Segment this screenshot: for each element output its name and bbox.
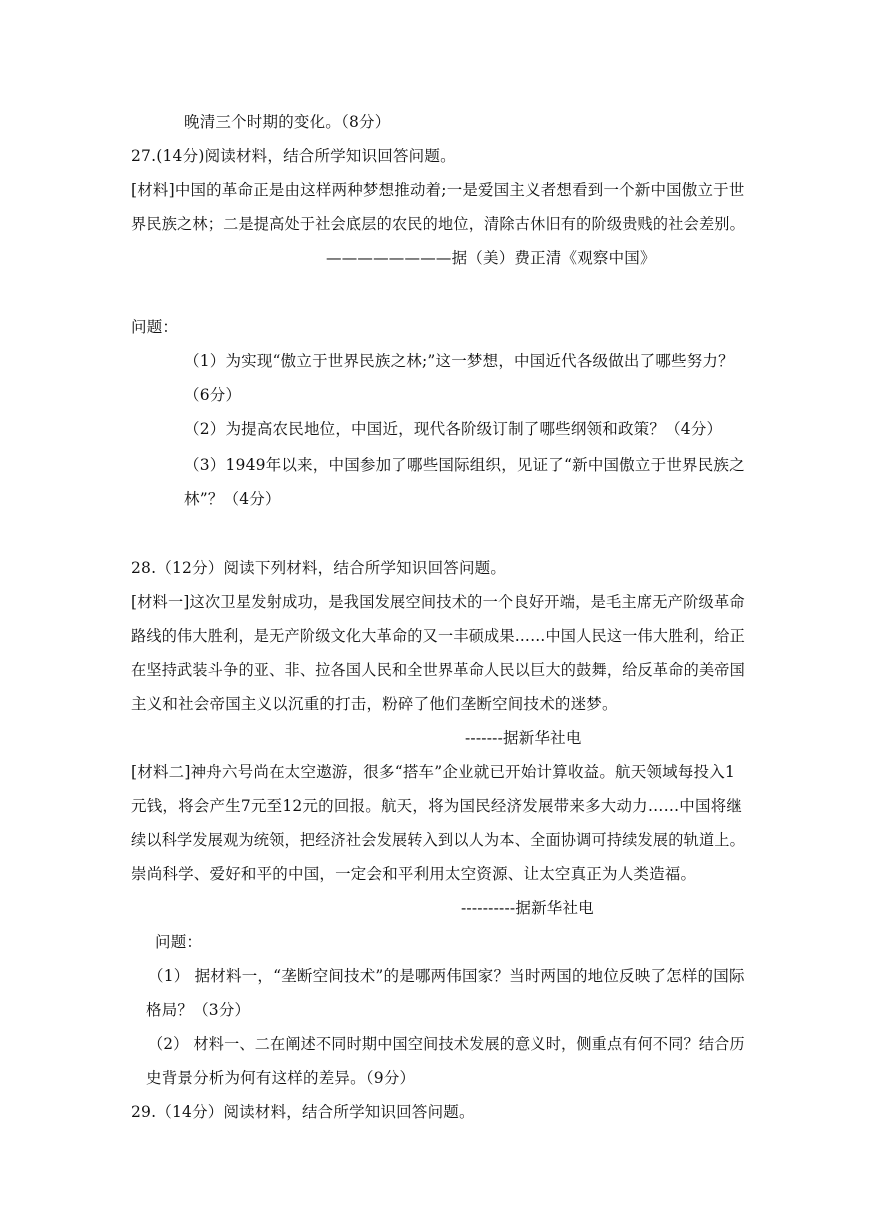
q28-material2-line-4: 崇尚科学、爱好和平的中国，一定会和平利用太空资源、让太空真正为人类造福。 (131, 865, 697, 883)
q29-heading: 29.（14分）阅读材料，结合所学知识回答问题。 (131, 1103, 475, 1121)
q28-material1-line-4: 主义和社会帝国主义以沉重的打击，粉碎了他们垄断空间技术的迷梦。 (131, 695, 618, 713)
q27-question-1-score: （6分） (184, 386, 242, 404)
q28-material1-line-2: 路线的伟大胜利，是无产阶级文化大革命的又一丰硕成果……中国人民这一伟大胜利，给正 (131, 627, 746, 645)
q27-material-line-2: 界民族之林；二是提高处于社会底层的农民的地位，清除古休旧有的阶级贵贱的社会差别。 (131, 215, 746, 233)
q28-question-1: （1） 据材料一，“垄断空间技术”的是哪两伟国家？当时两国的地位反映了怎样的国际 (148, 967, 745, 985)
q28-question-1-cont: 格局？（3分） (146, 1001, 251, 1019)
q28-material2-line-2: 元钱，将会产生7元至12元的回报。航天，将为国民经济发展带来多大动力……中国将继 (131, 797, 743, 815)
q27-questions-label: 问题： (131, 318, 179, 336)
q28-question-2-cont: 史背景分析为何有这样的差异。（9分） (146, 1069, 416, 1087)
q28-material1-line-3: 在坚持武装斗争的亚、非、拉各国人民和全世界革命人民以巨大的鼓舞，给反革命的美帝国 (131, 661, 746, 679)
q27-heading: 27.(14分)阅读材料，结合所学知识回答问题。 (131, 147, 456, 165)
q28-heading: 28.（12分）阅读下列材料，结合所学知识回答问题。 (131, 559, 507, 577)
q28-material2-source: ----------据新华社电 (461, 899, 594, 917)
q28-question-2: （2） 材料一、二在阐述不同时期中国空间技术发展的意义时，侧重点有何不同？结合历 (148, 1035, 745, 1053)
q26-tail: 晚清三个时期的变化。（8分） (184, 113, 391, 131)
q28-material1-line-1: [材料一]这次卫星发射成功，是我国发展空间技术的一个良好开端，是毛主席无产阶级革命 (131, 593, 745, 611)
q27-question-3-cont: 林”？（4分） (184, 490, 281, 508)
q28-material1-source: -------据新华社电 (465, 729, 582, 747)
q27-source: ————————据（美）费正清《观察中国》 (326, 249, 656, 267)
q27-question-2: （2）为提高农民地位，中国近，现代各阶级订制了哪些纲领和政策？（4分） (184, 420, 723, 438)
q27-material-line-1: [材料]中国的革命正是由这样两种梦想推动着;一是爱国主义者想看到一个新中国傲立于世 (131, 181, 745, 199)
q28-material2-line-3: 续以科学发展观为统领，把经济社会发展转入到以人为本、全面协调可持续发展的轨道上。 (131, 831, 746, 849)
q27-question-3: （3）1949年以来，中国参加了哪些国际组织，见证了“新中国傲立于世界民族之 (184, 456, 745, 474)
q28-material2-line-1: [材料二]神舟六号尚在太空遨游，很多“搭车”企业就已开始计算收益。航天领域每投入1 (131, 763, 736, 781)
q28-questions-label: 问题： (155, 933, 203, 951)
q27-question-1: （1）为实现“傲立于世界民族之林;”这一梦想，中国近代各级做出了哪些努力？ (184, 352, 734, 370)
